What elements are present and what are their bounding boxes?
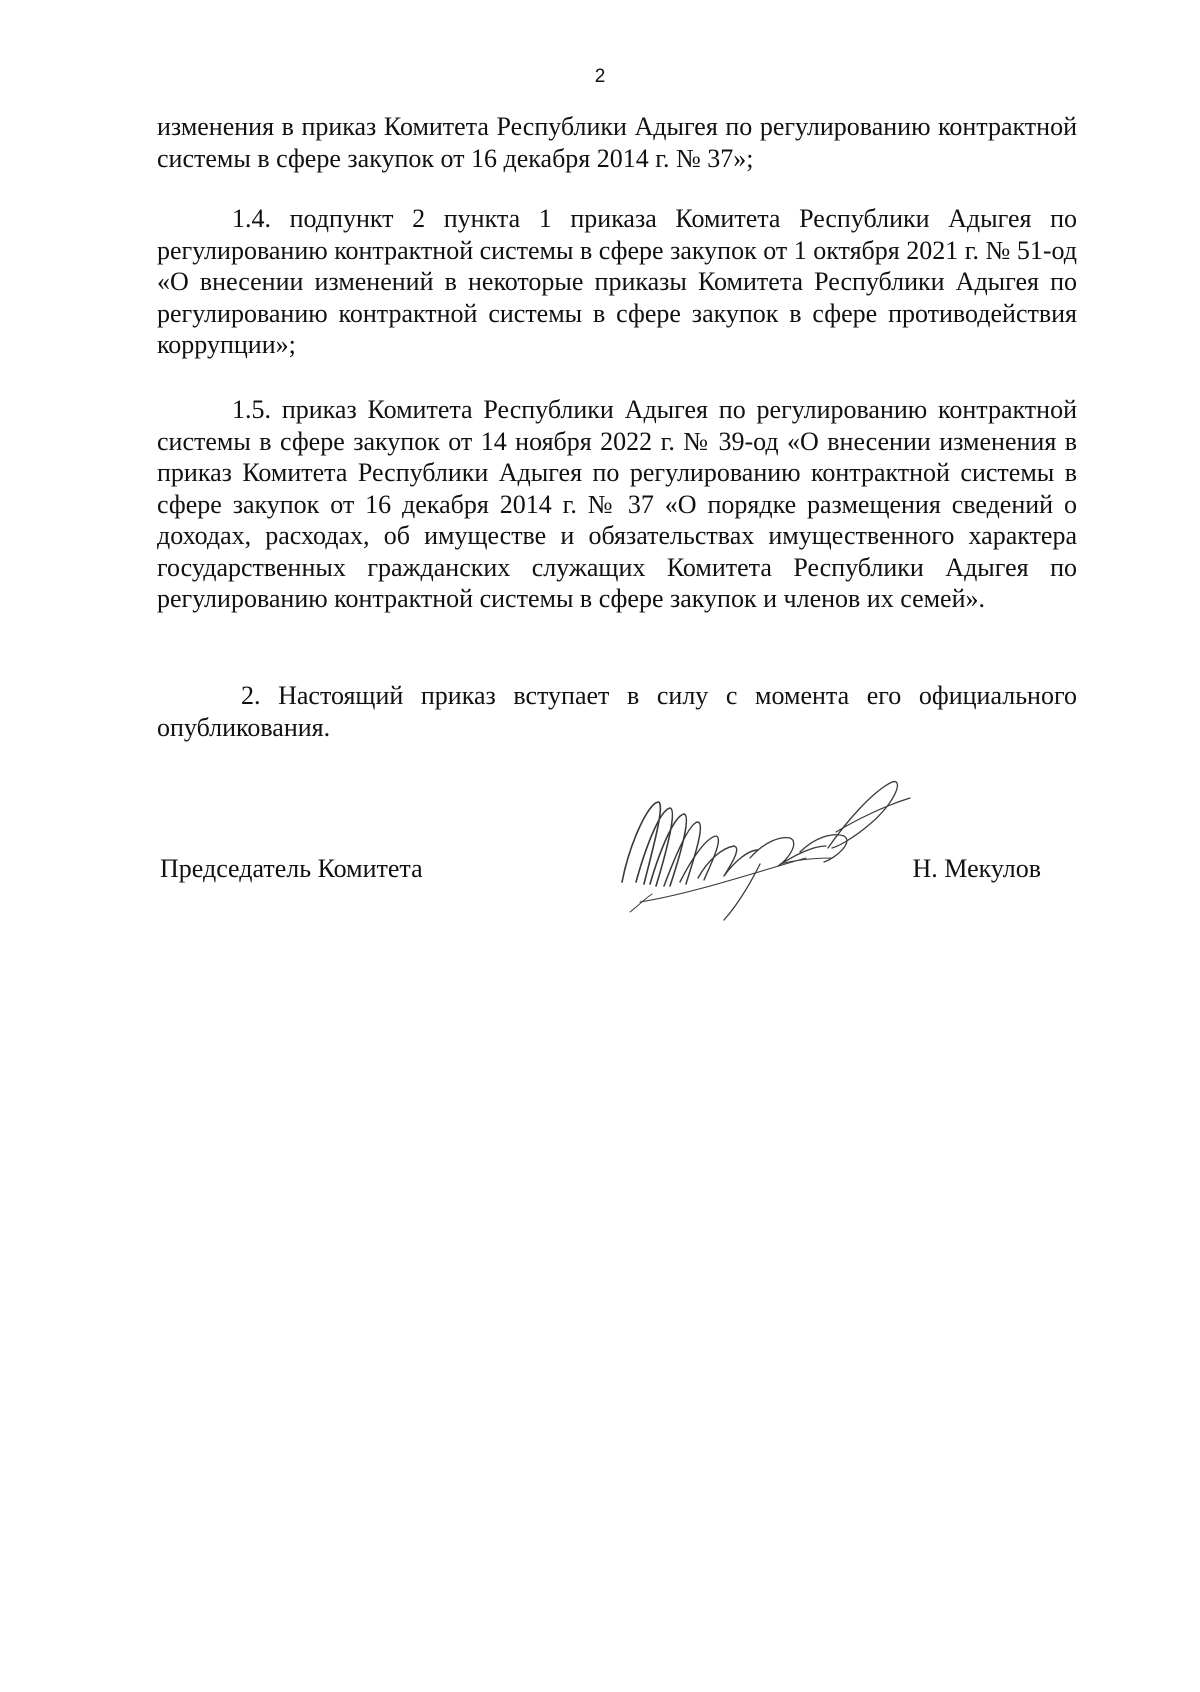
handwritten-signature	[600, 762, 930, 932]
paragraph-continuation: изменения в приказ Комитета Республики Адыгея по регулированию контрактной системы в сфере закупок от 16 декабря 2014 г. № 37»;	[157, 112, 1077, 173]
signatory-title: Председатель Комитета	[160, 854, 423, 883]
signatory-name: Н. Мекулов	[912, 854, 1041, 883]
page-number: 2	[594, 66, 606, 87]
signature-block	[157, 854, 1077, 894]
paragraph-1-4: 1.4. подпункт 2 пункта 1 приказа Комитета Республики Адыгея по регулированию контрактной системы в сфере закупок от 1 октября 2021 г. № 51-од «О внесении изменений в некоторые приказы Комитета Республики Адыгея по регулированию контрактной системы в сфере закупок в сфере противодействия коррупции»;	[157, 204, 1077, 359]
paragraph-1-5: 1.5. приказ Комитета Республики Адыгея по регулированию контрактной системы в сфере закупок от 14 ноября 2022 г. № 39-од «О внесении изменения в приказ Комитета Республики Адыгея по регулированию контрактной системы в сфере закупок от 16 декабря 2014 г. № 37 «О порядке размещения сведений о доходах, расходах, об имуществе и обязательствах имущественного характера государственных гражданских служащих Комитета Республики Адыгея по регулированию контрактной системы в сфере закупок и членов их семей».	[157, 395, 1077, 613]
paragraph-2: 2. Настоящий приказ вступает в силу с момента его официального опубликования.	[157, 681, 1077, 742]
